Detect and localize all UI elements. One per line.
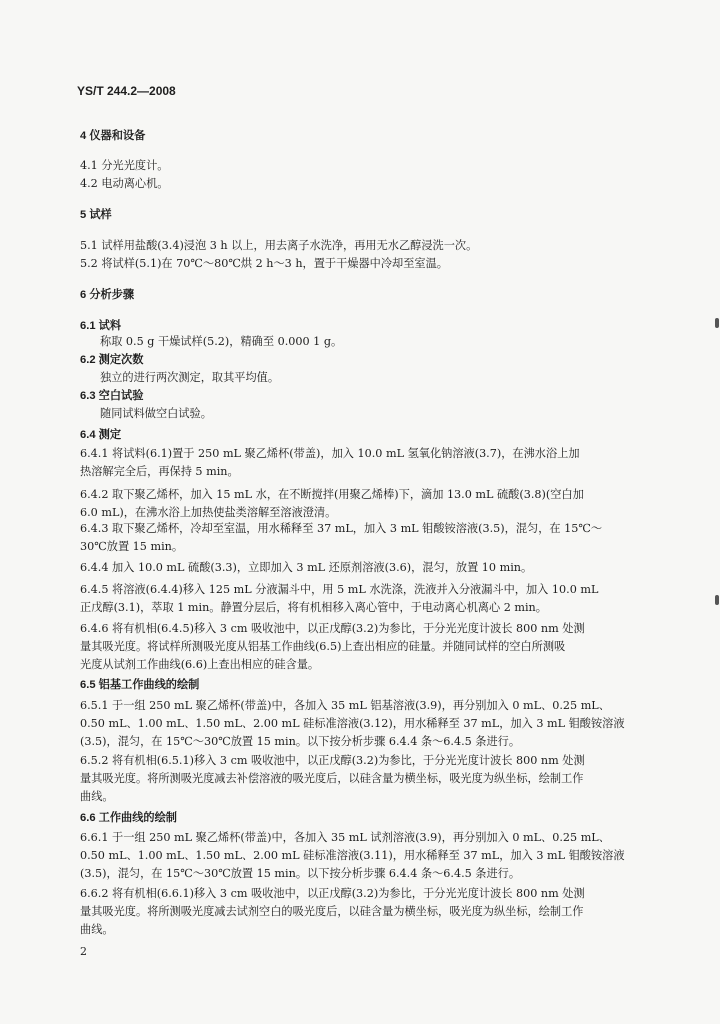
text-line: 随同试料做空白试验。 <box>100 407 212 420</box>
text-line: 6.4.4 加入 10.0 mL 硫酸(3.3)，立即加入 3 mL 还原剂溶液(3.6)，混匀，放置 10 min。 <box>80 561 533 574</box>
text-line: 4.1 分光光度计。 <box>80 159 169 172</box>
text-line: 6.4.1 将试料(6.1)置于 250 mL 聚乙烯杯(带盖)，加入 10.0 mL 氢氧化钠溶液(3.7)，在沸水浴上加 <box>80 447 580 460</box>
text-line: 5.1 试样用盐酸(3.4)浸泡 3 h 以上，用去离子水洗净，再用无水乙醇浸洗一次。 <box>80 239 478 252</box>
text-line: 称取 0.5 g 干燥试样(5.2)，精确至 0.000 1 g。 <box>100 335 343 348</box>
scan-mark <box>715 318 719 328</box>
text-line: 6.6.1 于一组 250 mL 聚乙烯杯(带盖)中，各加入 35 mL 试剂溶液(3.9)，再分别加入 0 mL、0.25 mL、 <box>80 831 610 844</box>
text-line: 曲线。 <box>80 790 114 803</box>
text-line: 5.2 将试样(5.1)在 70℃～80℃烘 2 h～3 h，置于干燥器中冷却至室温。 <box>80 257 448 270</box>
section-heading: 4 仪器和设备 <box>80 130 146 142</box>
section-heading: 6 分析步骤 <box>80 289 135 301</box>
section-heading: 6.4 测定 <box>80 429 122 441</box>
text-line: 0.50 mL、1.00 mL、1.50 mL、2.00 mL 硅标准溶液(3.11)，用水稀释至 37 mL，加入 3 mL 钼酸铵溶液 <box>80 849 625 862</box>
text-line: 量其吸光度。将试样所测吸光度从铝基工作曲线(6.5)上查出相应的硅量。并随同试样的空白所测吸 <box>80 640 566 653</box>
text-line: 30℃放置 15 min。 <box>80 540 184 553</box>
scan-mark <box>715 595 719 605</box>
text-line: (3.5)，混匀，在 15℃～30℃放置 15 min。以下按分析步骤 6.4.4 条～6.4.5 条进行。 <box>80 735 521 748</box>
text-line: 独立的进行两次测定，取其平均值。 <box>100 371 280 384</box>
text-line: (3.5)，混匀，在 15℃～30℃放置 15 min。以下按分析步骤 6.4.4 条～6.4.5 条进行。 <box>80 867 521 880</box>
section-heading: 6.6 工作曲线的绘制 <box>80 812 177 824</box>
text-line: 4.2 电动离心机。 <box>80 177 169 190</box>
page-number: 2 <box>80 945 87 958</box>
section-heading: 6.3 空白试验 <box>80 390 144 402</box>
text-line: 正戊醇(3.1)，萃取 1 min。静置分层后，将有机相移入离心管中，于电动离心机离心 2 min。 <box>80 601 547 614</box>
text-line: 6.6.2 将有机相(6.6.1)移入 3 cm 吸收池中，以正戊醇(3.2)为参比，于分光光度计波长 800 nm 处测 <box>80 887 585 900</box>
section-heading: 6.1 试料 <box>80 320 122 332</box>
section-heading: 6.5 铝基工作曲线的绘制 <box>80 679 200 691</box>
section-heading: 5 试样 <box>80 209 112 221</box>
text-line: 量其吸光度。将所测吸光度减去试剂空白的吸光度后，以硅含量为横坐标，吸光度为纵坐标，绘制工作 <box>80 905 584 918</box>
standard-number: YS/T 244.2—2008 <box>77 84 176 98</box>
text-line: 6.4.5 将溶液(6.4.4)移入 125 mL 分液漏斗中，用 5 mL 水洗涤，洗液并入分液漏斗中，加入 10.0 mL <box>80 583 599 596</box>
text-line: 量其吸光度。将所测吸光度减去补偿溶液的吸光度后，以硅含量为横坐标，吸光度为纵坐标，绘制工作 <box>80 772 584 785</box>
text-line: 热溶解完全后，再保持 5 min。 <box>80 465 239 478</box>
text-line: 光度从试剂工作曲线(6.6)上查出相应的硅含量。 <box>80 658 320 671</box>
text-line: 6.4.3 取下聚乙烯杯，冷却至室温，用水稀释至 37 mL，加入 3 mL 钼酸铵溶液(3.5)，混匀，在 15℃～ <box>80 522 603 535</box>
text-line: 6.4.6 将有机相(6.4.5)移入 3 cm 吸收池中，以正戊醇(3.2)为参比，于分光光度计波长 800 nm 处测 <box>80 622 585 635</box>
text-line: 6.5.2 将有机相(6.5.1)移入 3 cm 吸收池中，以正戊醇(3.2)为参比，于分光光度计波长 800 nm 处测 <box>80 754 585 767</box>
text-line: 6.5.1 于一组 250 mL 聚乙烯杯(带盖)中，各加入 35 mL 铝基溶液(3.9)，再分别加入 0 mL、0.25 mL、 <box>80 699 610 712</box>
section-heading: 6.2 测定次数 <box>80 354 144 366</box>
text-line: 6.0 mL)，在沸水浴上加热使盐类溶解至溶液澄清。 <box>80 506 337 519</box>
text-line: 曲线。 <box>80 923 114 936</box>
text-line: 0.50 mL、1.00 mL、1.50 mL、2.00 mL 硅标准溶液(3.12)，用水稀释至 37 mL，加入 3 mL 钼酸铵溶液 <box>80 717 625 730</box>
text-line: 6.4.2 取下聚乙烯杯，加入 15 mL 水，在不断搅拌(用聚乙烯棒)下，滴加 13.0 mL 硫酸(3.8)(空白加 <box>80 488 584 501</box>
